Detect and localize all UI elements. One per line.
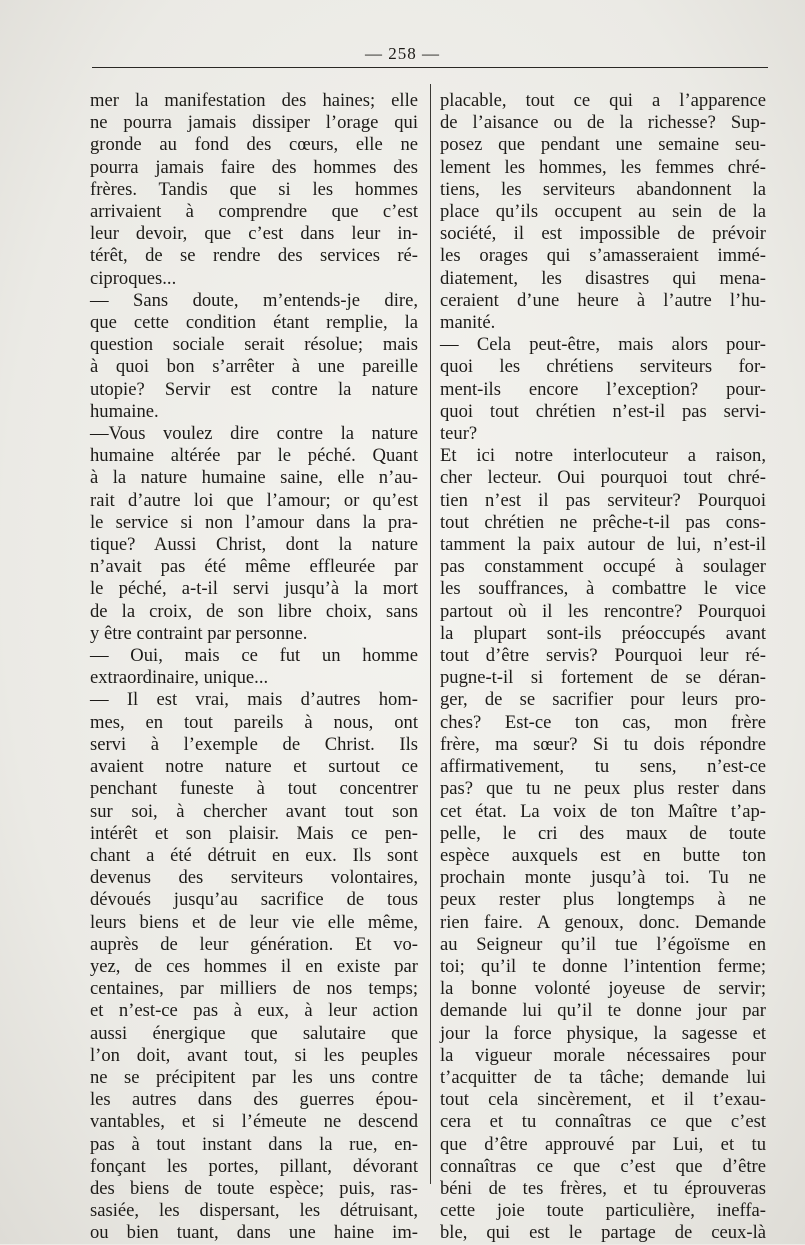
text-line: sasiée, les dispersant, les détruisant, xyxy=(90,1200,418,1222)
text-line: le service si non l’amour dans la pra- xyxy=(90,511,418,533)
text-line: de la croix, de son libre choix, sans xyxy=(90,600,418,622)
text-line: pugne-t-il si fortement de se déran- xyxy=(440,667,766,689)
text-line: — Oui, mais ce fut un homme xyxy=(90,645,418,667)
text-line: posez que pendant une semaine seu- xyxy=(440,134,766,156)
text-line: pas constamment occupé à soulager xyxy=(440,556,766,578)
text-line: tout chrétien ne prêche-t-il pas cons- xyxy=(440,511,766,533)
text-line: les autres dans des guerres épou- xyxy=(90,1089,418,1111)
text-line: cette joie toute particulière, ineffa- xyxy=(440,1200,766,1222)
text-line: Et ici notre interlocuteur a raison, xyxy=(440,445,766,467)
text-line: que d’être approuvé par Lui, et tu xyxy=(440,1133,766,1155)
text-line: tiens, les serviteurs abandonnent la xyxy=(440,178,766,200)
text-line: utopie? Servir est contre la nature xyxy=(90,378,418,400)
text-line: devenus des serviteurs volontaires, xyxy=(90,867,418,889)
text-line: auprès de leur génération. Et vo- xyxy=(90,933,418,955)
text-line: les orages qui s’amasseraient immé- xyxy=(440,245,766,267)
text-line: affirmativement, tu sens, n’est-ce xyxy=(440,756,766,778)
text-line: avaient notre nature et surtout ce xyxy=(90,756,418,778)
text-line: tout cela sincèrement, et il t’exau- xyxy=(440,1089,766,1111)
left-column xyxy=(90,90,418,1245)
text-line: question sociale serait résolue; mais xyxy=(90,334,418,356)
text-line: manité. xyxy=(440,312,496,334)
text-line: le péché, a-t-il servi jusqu’à la mort xyxy=(90,578,418,600)
text-line: diatement, les disastres qui mena- xyxy=(440,267,766,289)
text-line: à la nature humaine saine, elle n’au- xyxy=(90,467,418,489)
text-line: pas à tout instant dans la rue, en- xyxy=(90,1133,418,1155)
text-line: — Cela peut-être, mais alors pour- xyxy=(440,334,766,356)
text-line: jour la force physique, la sagesse et xyxy=(440,1022,766,1044)
text-line: prochain monte jusqu’à toi. Tu ne xyxy=(440,867,766,889)
text-line: n’avait pas été même effleurée par xyxy=(90,556,418,578)
text-line: demande lui qu’il te donne jour par xyxy=(440,1000,766,1022)
text-line: ciproques... xyxy=(90,267,177,289)
text-line: — Il est vrai, mais d’autres hom- xyxy=(90,689,418,711)
text-line: sur soi, à chercher avant tout son xyxy=(90,800,418,822)
text-line: béni de tes frères, et tu éprouveras xyxy=(440,1177,766,1199)
text-line: pas? que tu ne peux plus rester dans xyxy=(440,778,766,800)
text-line: frères. Tandis que si les hommes xyxy=(90,178,418,200)
text-line: tout d’être servis? Pourquoi leur ré- xyxy=(440,645,766,667)
text-line: vantables, et si l’émeute ne descend xyxy=(90,1111,418,1133)
text-line: ceraient d’une heure à l’autre l’hu- xyxy=(440,289,766,311)
page-number: — 258 — xyxy=(365,44,440,63)
text-line: quoi tout chrétien n’est-il pas servi- xyxy=(440,400,766,422)
text-line: la bonne volonté joyeuse de servir; xyxy=(440,978,766,1000)
text-line: servi à l’exemple de Christ. Ils xyxy=(90,733,418,755)
text-line: mes, en tout pareils à nous, ont xyxy=(90,711,418,733)
text-line: centaines, par milliers de nos temps; xyxy=(90,978,418,1000)
text-line: ches? Est-ce ton cas, mon frère xyxy=(440,711,766,733)
text-line: cher lecteur. Oui pourquoi tout chré- xyxy=(440,467,766,489)
text-line: de l’aisance ou de la richesse? Sup- xyxy=(440,112,766,134)
text-line: ou bien tuant, dans une haine im- xyxy=(90,1222,418,1244)
text-line: penchant funeste à tout concentrer xyxy=(90,778,418,800)
text-line: pelle, le cri des maux de toute xyxy=(440,822,766,844)
text-line: pourra jamais faire des hommes des xyxy=(90,156,418,178)
text-line: frère, ma sœur? Si tu dois répondre xyxy=(440,733,766,755)
text-line: y être contraint par personne. xyxy=(90,622,308,644)
header-rule xyxy=(92,67,768,68)
text-line: ne se précipitent par les uns contre xyxy=(90,1066,418,1088)
text-line: teur? xyxy=(440,423,478,445)
text-line: l’on doit, avant tout, si les peuples xyxy=(90,1044,418,1066)
text-line: partout où il les rencontre? Pourquoi xyxy=(440,600,766,622)
text-line: leur devoir, que c’est dans leur in- xyxy=(90,223,418,245)
text-line: tien n’est il pas serviteur? Pourquoi xyxy=(440,489,766,511)
text-line: térêt, de se rendre des services ré- xyxy=(90,245,418,267)
text-line: rien faire. A genoux, donc. Demande xyxy=(440,911,766,933)
text-line: tique? Aussi Christ, dont la nature xyxy=(90,534,418,556)
text-line: tamment la paix autour de lui, n’est-il xyxy=(440,534,766,556)
text-line: rait d’autre loi que l’amour; or qu’est xyxy=(90,489,418,511)
text-line: humaine altérée par le péché. Quant xyxy=(90,445,418,467)
text-line: la plupart sont-ils préoccupés avant xyxy=(440,622,766,644)
text-line: peux rester plus longtemps à ne xyxy=(440,889,766,911)
column-divider xyxy=(430,84,431,1184)
text-line: toi; qu’il te donne l’intention ferme; xyxy=(440,955,766,977)
text-line: que cette condition étant remplie, la xyxy=(90,312,418,334)
text-line: — Sans doute, m’entends-je dire, xyxy=(90,289,418,311)
text-line: extraordinaire, unique... xyxy=(90,667,269,689)
right-column xyxy=(440,90,766,1245)
text-line: lement les hommes, les femmes chré- xyxy=(440,156,766,178)
text-line: au Seigneur qu’il tue l’égoïsme en xyxy=(440,933,766,955)
text-line: cet état. La voix de ton Maître t’ap- xyxy=(440,800,766,822)
text-line: ne pourra jamais dissiper l’orage qui xyxy=(90,112,418,134)
text-line: cera et tu connaîtras ce que c’est xyxy=(440,1111,766,1133)
text-line: ger, de se sacrifier pour leurs pro- xyxy=(440,689,766,711)
text-line: ble, qui est le partage de ceux-là xyxy=(440,1222,766,1244)
text-line: aussi énergique que salutaire que xyxy=(90,1022,418,1044)
text-line: intérêt et son plaisir. Mais ce pen- xyxy=(90,822,418,844)
text-line: les souffrances, à combattre le vice xyxy=(440,578,766,600)
text-line: humaine. xyxy=(90,400,159,422)
text-line: espèce auxquels est en butte ton xyxy=(440,844,766,866)
text-line: ment-ils encore l’exception? pour- xyxy=(440,378,766,400)
text-line: fonçant les portes, pillant, dévorant xyxy=(90,1155,418,1177)
text-line: leurs biens et de leur vie elle même, xyxy=(90,911,418,933)
text-line: chant a été détruit en eux. Ils sont xyxy=(90,844,418,866)
text-line: et n’est-ce pas à eux, à leur action xyxy=(90,1000,418,1022)
text-line: gronde au fond des cœurs, elle ne xyxy=(90,134,418,156)
text-line: la vigueur morale nécessaires pour xyxy=(440,1044,766,1066)
text-line: quoi les chrétiens serviteurs for- xyxy=(440,356,766,378)
text-line: à quoi bon s’arrêter à une pareille xyxy=(90,356,418,378)
text-line: placable, tout ce qui a l’apparence xyxy=(440,90,766,111)
text-line: place qu’ils occupent au sein de la xyxy=(440,201,766,223)
text-line: yez, de ces hommes il en existe par xyxy=(90,955,418,977)
text-line: arrivaient à comprendre que c’est xyxy=(90,201,418,223)
text-line: —Vous voulez dire contre la nature xyxy=(90,423,418,445)
text-line: t’acquitter de ta tâche; demande lui xyxy=(440,1066,766,1088)
text-line: dévoués jusqu’au sacrifice de tous xyxy=(90,889,418,911)
text-line: société, il est impossible de prévoir xyxy=(440,223,766,245)
text-line: connaîtras ce que c’est que d’être xyxy=(440,1155,766,1177)
text-line: mer la manifestation des haines; elle xyxy=(90,90,418,111)
text-line: des biens de toute espèce; puis, ras- xyxy=(90,1177,418,1199)
